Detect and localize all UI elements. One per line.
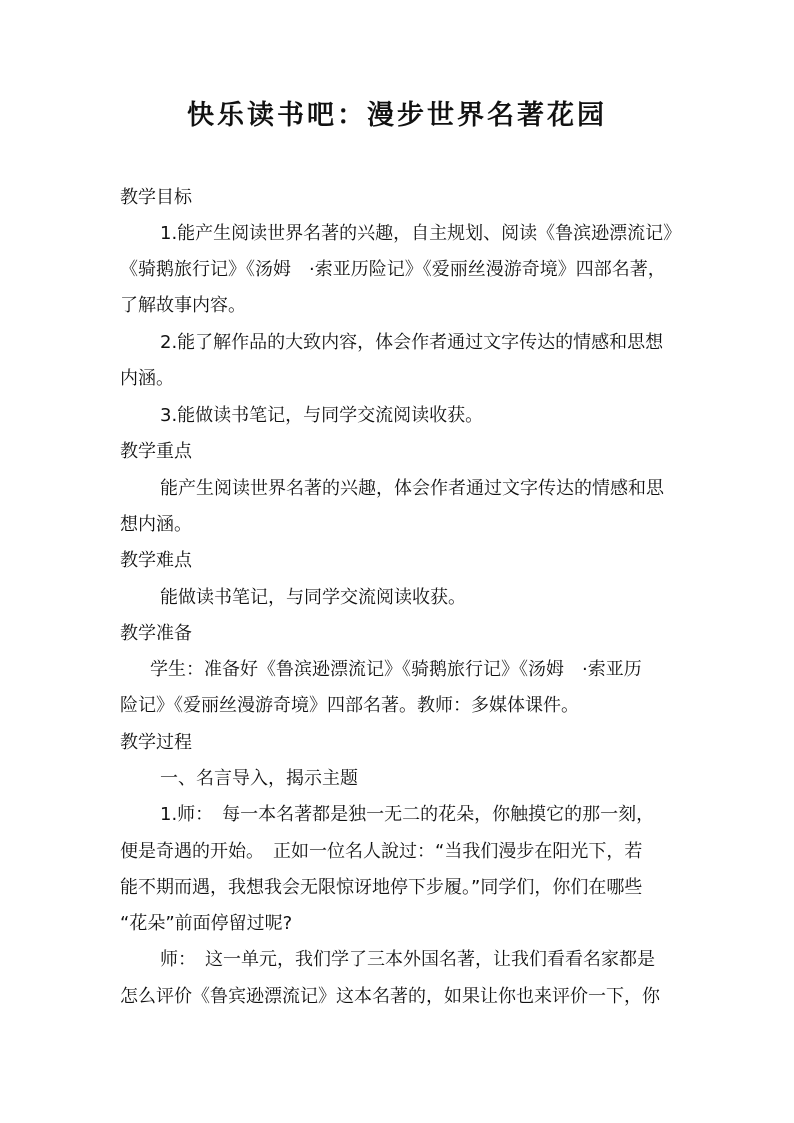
- paragraph-line: 想内涵。: [120, 514, 192, 535]
- page-title: 快乐读书吧：漫步世界名著花园: [187, 100, 607, 131]
- section-heading-process: 教学过程: [120, 732, 192, 753]
- paragraph-line: 险记》《爱丽丝漫游奇境》四部名著。教师：多媒体课件。: [120, 695, 579, 716]
- paragraph-line: 内涵。: [120, 368, 174, 389]
- subsection-heading: 一、名言导入，揭示主题: [160, 768, 358, 789]
- paragraph-line: 了解故事内容。: [120, 295, 246, 316]
- paragraph-line: 便是奇遇的开始。 正如一位名人說过：“当我们漫步在阳光下，若: [120, 841, 643, 862]
- paragraph-line: 怎么评价《鲁宾逊漂流记》这本名著的，如果让你也来评价一下，你: [120, 986, 660, 1007]
- section-heading-difficulties: 教学难点: [120, 550, 192, 571]
- section-heading-goals: 教学目标: [120, 187, 192, 208]
- paragraph-line: “花朵”前面停留过呢?: [120, 913, 293, 934]
- paragraph-line: 能产生阅读世界名著的兴趣，体会作者通过文字传达的情感和思: [160, 478, 664, 499]
- paragraph-line: 3.能做读书笔记，与同学交流阅读收获。: [160, 405, 484, 426]
- paragraph-line: 学生：准备好《鲁滨逊漂流记》《骑鹅旅行记》《汤姆 ·索亚历: [150, 659, 642, 680]
- paragraph-line: 1.能产生阅读世界名著的兴趣，自主规划、阅读《鲁滨逊漂流记》: [160, 223, 682, 244]
- paragraph-line: 《骑鹅旅行记》《汤姆 ·索亚历险记》《爱丽丝漫游奇境》四部名著，: [120, 259, 666, 280]
- paragraph-line: 能不期而遇，我想我会无限惊讶地停下步履。”同学们，你们在哪些: [120, 877, 643, 898]
- section-heading-preparation: 教学准备: [120, 623, 192, 644]
- paragraph-line: 师： 这一单元，我们学了三本外国名著，让我们看看名家都是: [160, 949, 655, 970]
- paragraph-line: 2.能了解作品的大致内容，体会作者通过文字传达的情感和思想: [160, 332, 664, 353]
- section-heading-key-points: 教学重点: [120, 441, 192, 462]
- paragraph-line: 1.师： 每一本名著都是独一无二的花朵，你触摸它的那一刻，: [160, 804, 655, 825]
- paragraph-line: 能做读书笔记，与同学交流阅读收获。: [160, 587, 466, 608]
